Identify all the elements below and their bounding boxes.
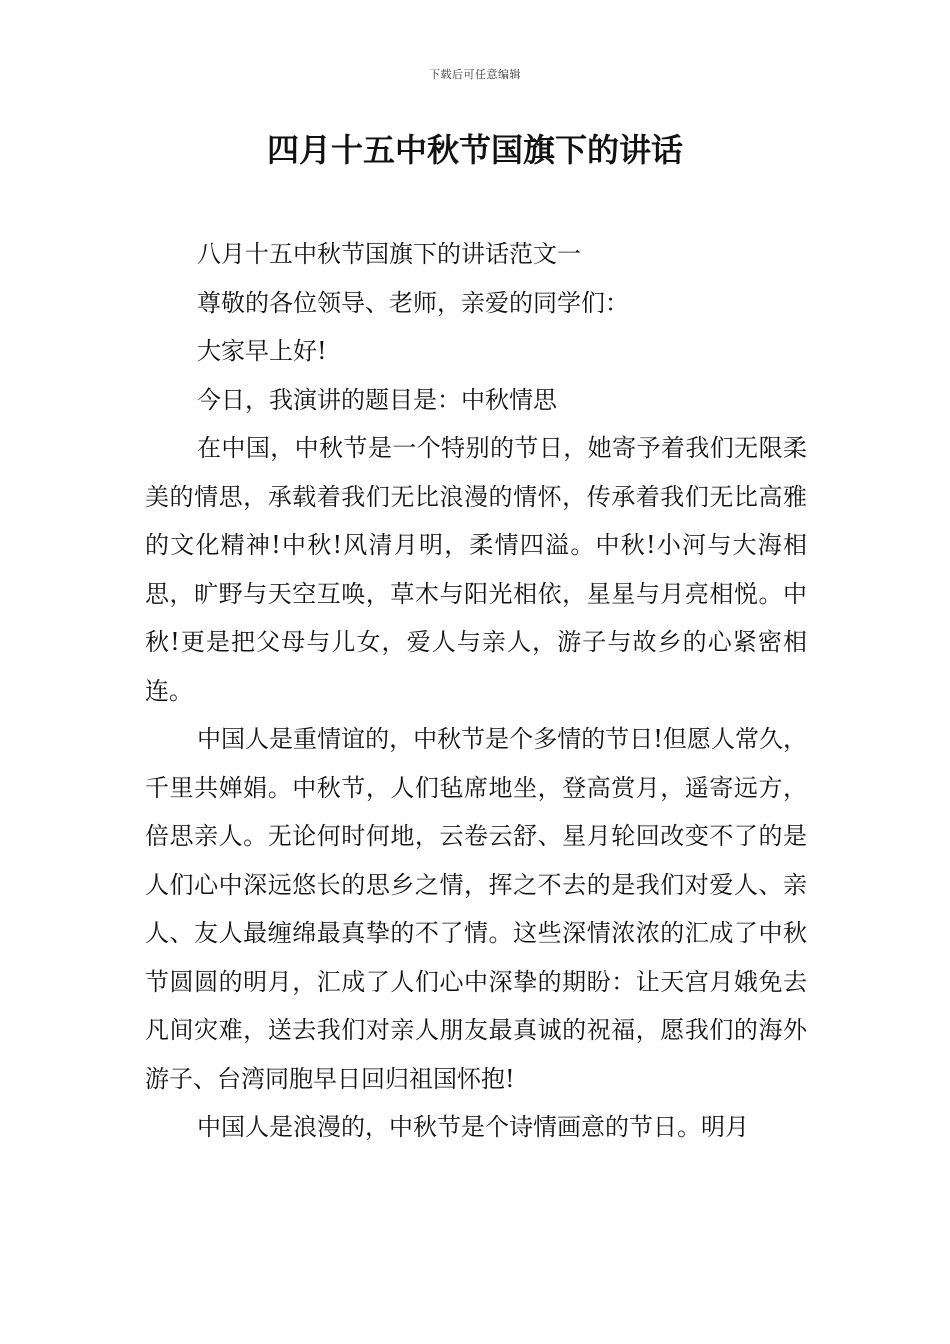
- document-body: [145, 230, 807, 1152]
- header-note: 下载后可任意编辑: [429, 68, 521, 81]
- speech-subtitle: 八月十五中秋节国旗下的讲话范文一: [197, 240, 581, 268]
- speech-topic: 今日，我演讲的题目是：中秋情思: [197, 385, 557, 414]
- paragraph: 中国人是浪漫的，中秋节是个诗情画意的节日。明月: [197, 1113, 749, 1141]
- document-title: 四月十五中秋节国旗下的讲话: [266, 131, 683, 169]
- speech-salutation: 尊敬的各位领导、老师，亲爱的同学们：: [197, 288, 629, 317]
- speech-greeting: 大家早上好!: [197, 337, 327, 365]
- paragraph: 中国人是重情谊的，中秋节是个多情的节日!但愿人常久，千里共婵娟。中秋节，人们毡席地坐，登高赏月，遥寄远方，倍思亲人。无论何时何地，云卷云舒、星月轮回改变不了的是人们心中深远悠长的思乡之情，挥之不去的是我们对爱人、亲人、友人最缠绵最真挚的不了情。这些深情浓浓的汇成了中秋节圆圆的明月，汇成了人们心中深挚的期盼：让天宫月娥免去凡间灾难，送去我们对亲人朋友最真诚的祝福，愿我们的海外游子、台湾同胞早日回归祖国怀抱!: [145, 725, 807, 1093]
- paragraph: 在中国，中秋节是一个特别的节日，她寄予着我们无限柔美的情思，承载着我们无比浪漫的情怀，传承着我们无比高雅的文化精神!中秋!风清月明，柔情四溢。中秋!小河与大海相思，旷野与天空互唤，草木与阳光相依，星星与月亮相悦。中秋!更是把父母与儿女，爱人与亲人，游子与故乡的心紧密相连。: [145, 434, 807, 705]
